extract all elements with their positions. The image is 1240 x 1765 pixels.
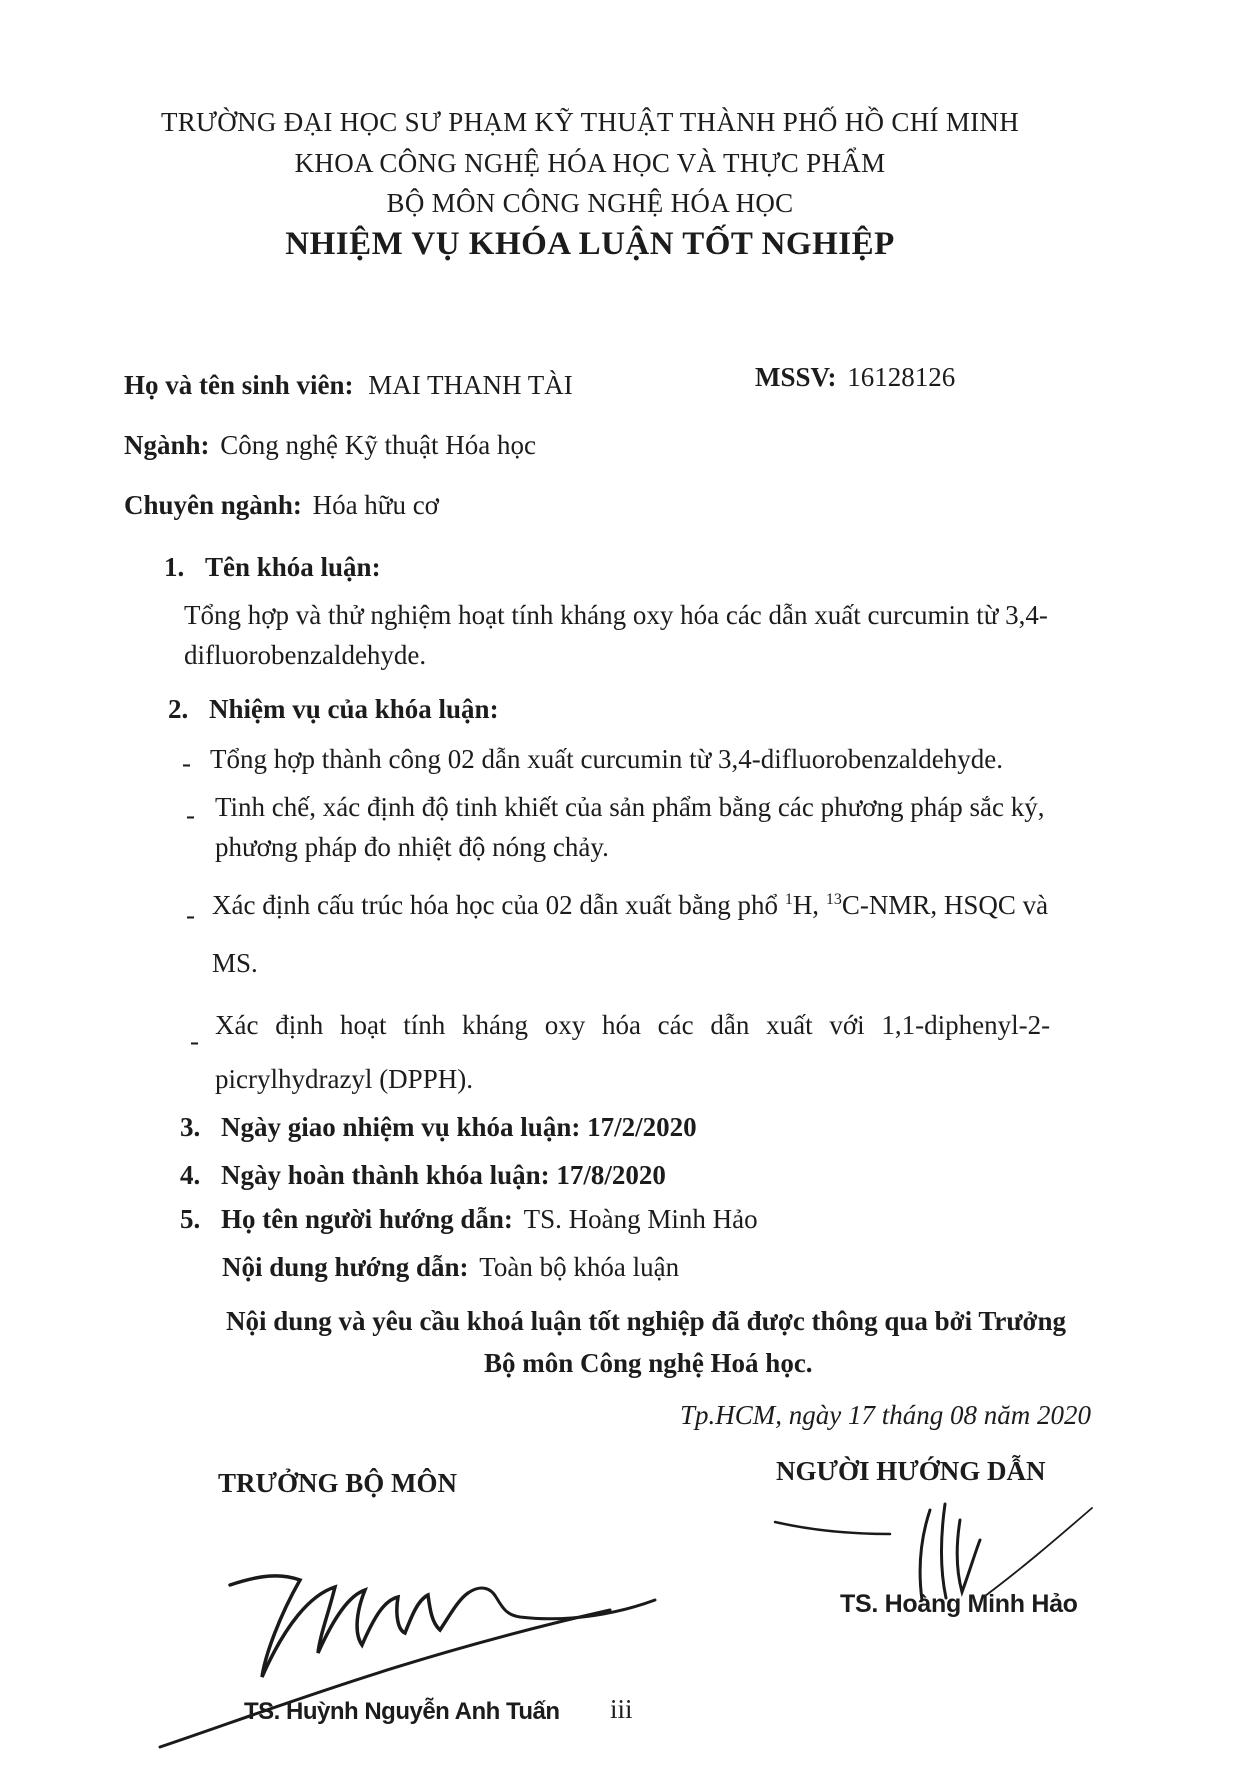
assignment-date-label: Ngày giao nhiệm vụ khóa luận: xyxy=(221,1112,581,1142)
student-name: MAI THANH TÀI xyxy=(368,370,573,400)
major-label: Ngành: xyxy=(124,430,210,460)
section-5 xyxy=(180,1204,758,1235)
task-1: Tổng hợp thành công 02 dẫn xuất curcumin từ 3,4-difluorobenzaldehyde. xyxy=(210,744,1003,774)
faculty-name: KHOA CÔNG NGHỆ HÓA HỌC VÀ THỰC PHẨM xyxy=(294,148,886,178)
specialization-label: Chuyên ngành: xyxy=(124,490,302,520)
section-heading: Nhiệm vụ của khóa luận: xyxy=(209,694,499,724)
task-2-line-1: Tinh chế, xác định độ tinh khiết của sản phẩm bằng các phương pháp sắc ký, xyxy=(215,792,1045,822)
document-title: NHIỆM VỤ KHÓA LUẬN TỐT NGHIỆP xyxy=(285,226,895,262)
section-4 xyxy=(180,1160,666,1191)
department-head-signature xyxy=(150,1505,670,1765)
task-2-line-2: phương pháp đo nhiệt độ nóng chảy. xyxy=(215,832,609,862)
task-3-line-1 xyxy=(212,890,1048,921)
specialization-value: Hóa hữu cơ xyxy=(312,490,439,520)
completion-date-value: 17/8/2020 xyxy=(556,1160,666,1190)
advisor-signed-name: TS. Hoàng Minh Hảo xyxy=(840,1590,1078,1618)
section-1-heading xyxy=(164,552,381,583)
advisor-content-value: Toàn bộ khóa luận xyxy=(479,1252,680,1282)
thesis-title-line-2: difluorobenzaldehyde. xyxy=(184,640,427,670)
section-2-heading xyxy=(168,694,499,725)
section-number: 5. xyxy=(180,1204,201,1234)
student-id-row xyxy=(755,362,955,393)
superscript-1: 1 xyxy=(784,891,793,908)
bullet-mark: - xyxy=(186,800,195,830)
place-date: Tp.HCM, ngày 17 tháng 08 năm 2020 xyxy=(680,1400,1091,1430)
advisor-content-label: Nội dung hướng dẫn: xyxy=(222,1252,469,1282)
major-value: Công nghệ Kỹ thuật Hóa học xyxy=(220,430,536,460)
task-3-text-a: Xác định cấu trúc hóa học của 02 dẫn xuất bằng phổ xyxy=(212,890,785,920)
department-head-signed-name: TS. Huỳnh Nguyễn Anh Tuấn xyxy=(244,1698,560,1725)
section-3 xyxy=(180,1112,697,1143)
department-head-title: TRƯỞNG BỘ MÔN xyxy=(218,1468,457,1498)
advisor-label: Họ tên người hướng dẫn: xyxy=(221,1204,513,1234)
section-heading: Tên khóa luận: xyxy=(205,552,381,582)
advisor-content-row xyxy=(222,1252,679,1283)
student-name-label: Họ và tên sinh viên: xyxy=(124,370,354,400)
student-name-row xyxy=(124,370,573,401)
superscript-13: 13 xyxy=(825,891,842,908)
student-id: 16128126 xyxy=(847,362,956,392)
bullet-mark: - xyxy=(186,900,195,930)
advisor-title: NGƯỜI HƯỚNG DẪN xyxy=(776,1456,1046,1486)
task-3-text-c: C-NMR, HSQC và xyxy=(841,890,1049,920)
task-3-text-b: H, xyxy=(792,890,826,920)
task-4-line-1: Xác định hoạt tính kháng oxy hóa các dẫn xuất với 1,1-diphenyl-2- xyxy=(215,1010,1051,1040)
page-number: iii xyxy=(610,1694,633,1724)
student-id-label: MSSV: xyxy=(755,362,837,392)
completion-date-label: Ngày hoàn thành khóa luận: xyxy=(221,1160,550,1190)
section-number: 4. xyxy=(180,1160,201,1190)
bullet-mark: - xyxy=(190,1026,199,1056)
university-name: TRƯỜNG ĐẠI HỌC SƯ PHẠM KỸ THUẬT THÀNH PHỐ HỒ CHÍ MINH xyxy=(160,107,1020,137)
major-row xyxy=(124,430,536,461)
section-number: 3. xyxy=(180,1112,201,1142)
bullet-mark: - xyxy=(182,748,191,778)
approval-line-1: Nội dung và yêu cầu khoá luận tốt nghiệp đã được thông qua bởi Trưởng xyxy=(226,1306,1066,1336)
specialization-row xyxy=(124,490,439,521)
section-number: 2. xyxy=(168,694,189,724)
advisor-value: TS. Hoàng Minh Hảo xyxy=(523,1204,758,1234)
task-4-line-2: picrylhydrazyl (DPPH). xyxy=(215,1064,473,1094)
task-3-line-2: MS. xyxy=(212,948,258,978)
assignment-date-value: 17/2/2020 xyxy=(587,1112,697,1142)
approval-line-2: Bộ môn Công nghệ Hoá học. xyxy=(484,1348,813,1378)
section-number: 1. xyxy=(164,552,185,582)
department-name: BỘ MÔN CÔNG NGHỆ HÓA HỌC xyxy=(386,188,794,218)
thesis-title-line-1: Tổng hợp và thử nghiệm hoạt tính kháng oxy hóa các dẫn xuất curcumin từ 3,4- xyxy=(184,600,1048,630)
